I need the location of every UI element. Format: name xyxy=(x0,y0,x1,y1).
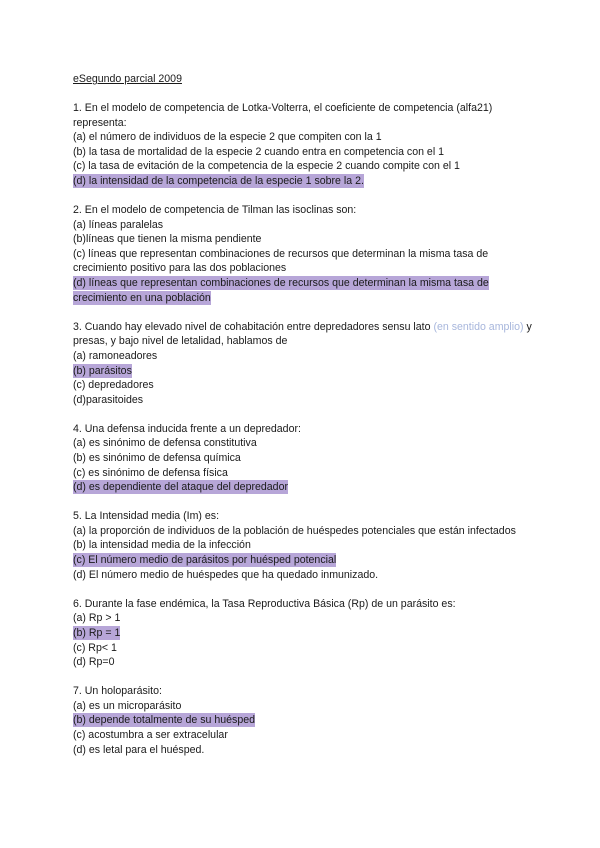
question-1 xyxy=(73,101,533,189)
option-b: (b)líneas que tienen la misma pendiente xyxy=(73,233,262,246)
option-c: (c) es sinónimo de defensa física xyxy=(73,466,228,479)
option-a: (a) es un microparásito xyxy=(73,699,182,712)
answer-highlight: (d) la intensidad de la competencia de la especie 1 sobre la 2. xyxy=(73,174,364,187)
question-text-end: y presas, y bajo nivel de letalidad, hablamos de xyxy=(73,320,532,348)
option-c-highlighted xyxy=(73,553,533,568)
option-d: (d) El número medio de huéspedes que ha quedado inmunizado. xyxy=(73,568,379,581)
option-c: (c) acostumbra a ser extracelular xyxy=(73,728,228,741)
question-text: 7. Un holoparásito: xyxy=(73,685,162,698)
question-7 xyxy=(73,684,533,757)
question-text: 4. Una defensa inducida frente a un depredador: xyxy=(73,422,301,435)
question-text: 2. En el modelo de competencia de Tilman las isoclinas son: xyxy=(73,204,357,217)
document-page xyxy=(73,72,533,772)
option-d: (d)parasitoides xyxy=(73,393,144,406)
question-text-start: 3. Cuando hay elevado nivel de cohabitación entre depredadores sensu lato xyxy=(73,320,434,333)
answer-highlight: (c) El número medio de parásitos por huésped potencial xyxy=(73,554,337,567)
option-c: (c) la tasa de evitación de la competencia de la especie 2 cuando compite con el 1 xyxy=(73,160,460,173)
option-a: (a) la proporción de individuos de la población de huéspedes potenciales que están infectados xyxy=(73,524,516,537)
option-c: (c) Rp< 1 xyxy=(73,641,117,654)
option-b: (b) la tasa de mortalidad de la especie 2 cuando entra en competencia con el 1 xyxy=(73,145,445,158)
inline-note: (en sentido amplio) xyxy=(433,320,524,333)
option-a: (a) el número de individuos de la especie 2 que compiten con la 1 xyxy=(73,131,382,144)
answer-highlight: (d) líneas que representan combinaciones de recursos que determinan la misma tasa de crecimiento en una población xyxy=(73,277,489,304)
option-a: (a) ramoneadores xyxy=(73,349,158,362)
answer-highlight: (b) Rp = 1 xyxy=(73,626,121,639)
option-d-highlighted xyxy=(73,276,533,305)
question-text: 5. La Intensidad media (Im) es: xyxy=(73,510,220,523)
option-a: (a) Rp > 1 xyxy=(73,612,121,625)
question-text: 1. En el modelo de competencia de Lotka-Volterra, el coeficiente de competencia (alfa21) representa: xyxy=(73,102,493,129)
option-d-highlighted xyxy=(73,174,533,189)
option-d: (d) es letal para el huésped. xyxy=(73,743,205,756)
option-b-highlighted xyxy=(73,364,533,379)
option-a: (a) líneas paralelas xyxy=(73,218,164,231)
option-b-highlighted xyxy=(73,713,533,728)
option-b-highlighted xyxy=(73,626,533,641)
option-c: (c) líneas que representan combinaciones de recursos que determinan la misma tasa de crecimiento positivo para las dos poblaciones xyxy=(73,247,489,275)
question-text: 6. Durante la fase endémica, la Tasa Reproductiva Básica (Rp) de un parásito es: xyxy=(73,597,456,610)
answer-highlight: (d) es dependiente del ataque del depredador xyxy=(73,481,288,494)
option-c: (c) depredadores xyxy=(73,379,154,392)
option-a: (a) es sinónimo de defensa constitutiva xyxy=(73,437,257,450)
question-text xyxy=(73,320,533,349)
document-title: eSegundo parcial 2009 xyxy=(73,73,182,85)
question-4 xyxy=(73,422,533,495)
question-6 xyxy=(73,597,533,670)
question-3 xyxy=(73,320,533,408)
option-d: (d) Rp=0 xyxy=(73,656,115,669)
answer-highlight: (b) parásitos xyxy=(73,364,132,377)
option-b: (b) es sinónimo de defensa química xyxy=(73,451,241,464)
question-2 xyxy=(73,203,533,305)
option-b: (b) la intensidad media de la infección xyxy=(73,539,251,552)
option-d-highlighted xyxy=(73,480,533,495)
question-5 xyxy=(73,509,533,582)
answer-highlight: (b) depende totalmente de su huésped xyxy=(73,714,255,727)
